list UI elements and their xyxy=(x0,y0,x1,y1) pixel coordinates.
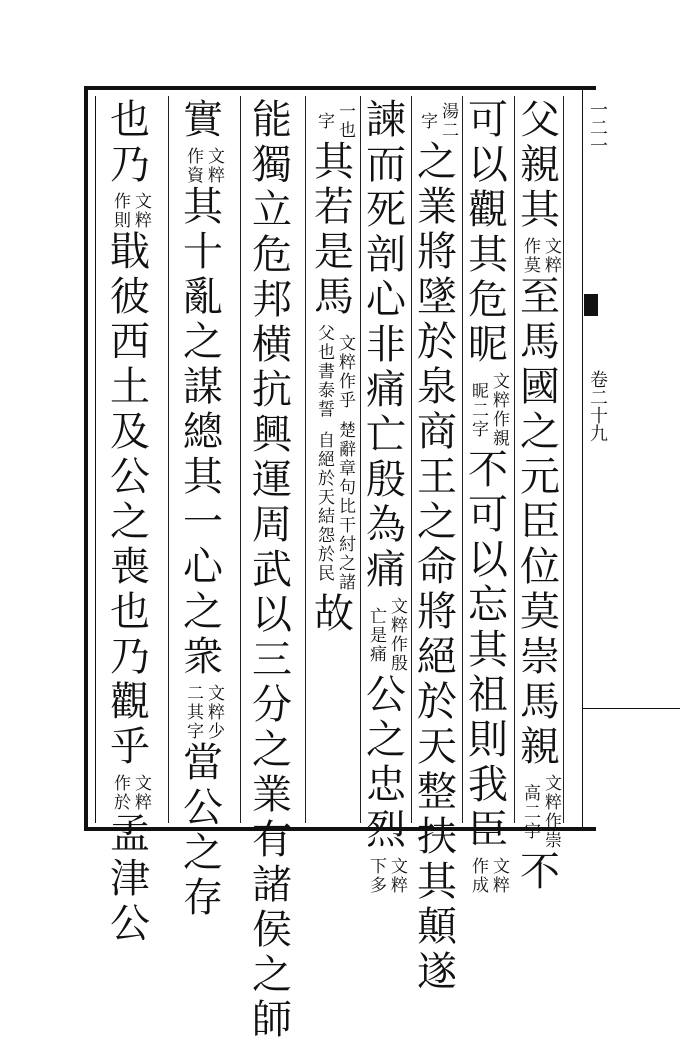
commentary-note xyxy=(515,237,565,275)
main-char: 非 xyxy=(366,322,406,368)
main-char: 謀 xyxy=(183,364,223,410)
note-right-line: 文粹 xyxy=(541,237,561,275)
main-char: 可 xyxy=(468,97,508,143)
main-char: 臣 xyxy=(520,499,560,545)
main-char: 故 xyxy=(314,591,354,637)
margin-top-text: 一二一 xyxy=(587,100,608,154)
note-left-line: 昵二字 xyxy=(468,381,488,439)
frame-left-border xyxy=(84,86,88,831)
main-char: 公 xyxy=(110,901,150,947)
commentary-note xyxy=(463,372,513,448)
main-char: 之 xyxy=(183,319,223,365)
main-char: 一 xyxy=(183,499,223,545)
main-char: 其 xyxy=(183,454,223,500)
main-char: 是 xyxy=(314,229,354,275)
main-char: 以 xyxy=(468,537,508,583)
main-char: 忠 xyxy=(366,762,406,808)
main-char: 臣 xyxy=(468,807,508,853)
note-left-line: 作則 xyxy=(110,192,130,230)
note-left-line: 下多 xyxy=(366,857,386,895)
main-char: 痛 xyxy=(366,367,406,413)
main-char: 公 xyxy=(366,672,406,718)
main-char: 侯 xyxy=(252,907,292,953)
main-char: 十 xyxy=(183,229,223,275)
main-char: 公 xyxy=(110,454,150,500)
note-right-line: 文粹少 xyxy=(204,684,224,741)
main-char: 莫 xyxy=(520,589,560,635)
main-char: 命 xyxy=(417,544,457,590)
main-char: 忘 xyxy=(468,582,508,628)
frame-inner-line xyxy=(95,96,96,823)
commentary-note xyxy=(361,597,411,673)
note-left-line: 作莫 xyxy=(520,237,540,275)
note-left-line: 作成 xyxy=(468,857,488,895)
main-char: 昵 xyxy=(468,322,508,368)
main-char: 於 xyxy=(417,319,457,365)
note-right-line: 文粹 xyxy=(387,857,407,895)
note-left-line: 字 xyxy=(314,111,334,131)
main-char: 亂 xyxy=(183,274,223,320)
commentary-note xyxy=(309,421,359,592)
commentary-note xyxy=(178,147,228,185)
main-char: 之 xyxy=(520,409,560,455)
margin-strip xyxy=(582,86,603,831)
note-right-line: 文粹作殷 xyxy=(387,597,407,673)
main-char: 墜 xyxy=(417,274,457,320)
main-char: 其 xyxy=(314,139,354,185)
main-char: 業 xyxy=(252,772,292,818)
main-char: 立 xyxy=(252,187,292,233)
note-right-line: 文粹 xyxy=(204,147,224,185)
main-char: 其 xyxy=(183,184,223,230)
main-char: 其 xyxy=(417,859,457,905)
commentary-note xyxy=(178,684,228,741)
main-char: 心 xyxy=(366,277,406,323)
main-char: 馬 xyxy=(520,319,560,365)
main-char: 為 xyxy=(366,502,406,548)
main-char: 不 xyxy=(520,849,560,895)
main-char: 若 xyxy=(314,184,354,230)
text-column xyxy=(515,97,565,897)
note-right-line: 文粹 xyxy=(489,857,509,895)
commentary-note xyxy=(309,324,359,419)
main-char: 危 xyxy=(468,277,508,323)
main-char: 於 xyxy=(417,679,457,725)
main-char: 抗 xyxy=(252,367,292,413)
main-char: 業 xyxy=(417,184,457,230)
note-left-line: 字 xyxy=(417,111,437,131)
main-char: 興 xyxy=(252,412,292,458)
main-char: 總 xyxy=(183,409,223,455)
main-char: 心 xyxy=(183,544,223,590)
main-char: 周 xyxy=(252,502,292,548)
note-right-line: 文粹作乎 xyxy=(335,333,355,410)
text-column xyxy=(463,97,513,897)
main-char: 顛 xyxy=(417,904,457,950)
note-right-line: 文粹作親 xyxy=(489,372,509,448)
main-char: 危 xyxy=(252,232,292,278)
commentary-note xyxy=(412,102,462,140)
main-char: 公 xyxy=(183,785,223,831)
main-char: 痛 xyxy=(366,547,406,593)
main-char: 元 xyxy=(520,454,560,500)
main-char: 也 xyxy=(110,97,150,143)
main-char: 喪 xyxy=(110,544,150,590)
main-char: 土 xyxy=(110,364,150,410)
main-char: 不 xyxy=(468,447,508,493)
text-column xyxy=(361,97,411,897)
main-char: 王 xyxy=(417,454,457,500)
commentary-note xyxy=(105,774,155,812)
text-column xyxy=(412,100,462,997)
main-char: 實 xyxy=(183,97,223,143)
text-column xyxy=(247,97,297,1045)
main-char: 乃 xyxy=(110,634,150,680)
margin-volume-text: 卷二十九 xyxy=(587,370,608,442)
note-left-line: 作資 xyxy=(183,147,203,185)
text-column xyxy=(178,97,228,923)
note-left-line: 父也書泰誓 xyxy=(314,324,334,419)
main-char: 存 xyxy=(183,875,223,921)
frame-top-border xyxy=(84,86,596,90)
main-char: 亡 xyxy=(366,412,406,458)
main-char: 扶 xyxy=(417,814,457,860)
main-char: 其 xyxy=(520,187,560,233)
commentary-note xyxy=(105,192,155,230)
main-char: 西 xyxy=(110,319,150,365)
main-char: 將 xyxy=(417,229,457,275)
main-char: 觀 xyxy=(110,679,150,725)
commentary-note xyxy=(309,102,359,140)
main-char: 將 xyxy=(417,589,457,635)
main-char: 則 xyxy=(468,717,508,763)
main-char: 之 xyxy=(366,717,406,763)
commentary-note xyxy=(515,774,565,850)
main-char: 之 xyxy=(417,499,457,545)
main-char: 師 xyxy=(252,997,292,1043)
main-char: 也 xyxy=(110,589,150,635)
main-char: 整 xyxy=(417,769,457,815)
main-char: 獨 xyxy=(252,142,292,188)
main-char: 乎 xyxy=(110,724,150,770)
main-char: 當 xyxy=(183,740,223,786)
note-right-line: 楚辭章句比干紂之諸 xyxy=(335,421,355,592)
main-char: 天 xyxy=(417,724,457,770)
main-char: 以 xyxy=(252,592,292,638)
main-char: 其 xyxy=(468,232,508,278)
main-char: 死 xyxy=(366,187,406,233)
main-char: 親 xyxy=(520,724,560,770)
main-char: 之 xyxy=(110,499,150,545)
margin-rule xyxy=(582,708,680,709)
main-char: 有 xyxy=(252,817,292,863)
fishtail-mark xyxy=(584,294,598,316)
main-char: 遂 xyxy=(417,949,457,995)
note-right-line: 文粹作崇 xyxy=(541,774,561,850)
main-char: 之 xyxy=(417,139,457,185)
main-char: 烈 xyxy=(366,807,406,853)
main-char: 戢 xyxy=(110,229,150,275)
main-char: 彼 xyxy=(110,274,150,320)
main-char: 衆 xyxy=(183,634,223,680)
column-divider xyxy=(168,96,169,823)
main-char: 孟 xyxy=(110,811,150,857)
main-char: 殷 xyxy=(366,457,406,503)
note-left-line: 高二字 xyxy=(520,783,540,841)
main-char: 之 xyxy=(183,830,223,876)
note-left-line: 作於 xyxy=(110,774,130,812)
main-char: 至 xyxy=(520,274,560,320)
main-char: 三 xyxy=(252,637,292,683)
commentary-note xyxy=(463,857,513,895)
main-char: 位 xyxy=(520,544,560,590)
main-char: 能 xyxy=(252,97,292,143)
main-char: 父 xyxy=(520,97,560,143)
main-char: 之 xyxy=(252,952,292,998)
note-left-line: 自絕於天結怨於民 xyxy=(314,430,334,583)
main-char: 親 xyxy=(520,142,560,188)
note-left-line: 二其字 xyxy=(183,684,203,741)
column-divider xyxy=(305,96,306,823)
note-left-line: 亡是痛 xyxy=(366,606,386,664)
main-char: 横 xyxy=(252,322,292,368)
main-char: 分 xyxy=(252,682,292,728)
main-char: 諫 xyxy=(366,97,406,143)
main-char: 泉 xyxy=(417,364,457,410)
main-char: 而 xyxy=(366,142,406,188)
main-char: 馬 xyxy=(520,679,560,725)
main-char: 乃 xyxy=(110,142,150,188)
main-char: 國 xyxy=(520,364,560,410)
main-char: 馬 xyxy=(314,274,354,320)
main-char: 崇 xyxy=(520,634,560,680)
note-right-line: 一也 xyxy=(335,102,355,140)
column-divider xyxy=(240,96,241,823)
main-char: 之 xyxy=(252,727,292,773)
main-char: 剖 xyxy=(366,232,406,278)
main-char: 及 xyxy=(110,409,150,455)
main-char: 津 xyxy=(110,856,150,902)
text-column xyxy=(105,97,155,949)
note-right-line: 湯二 xyxy=(438,102,458,140)
main-char: 武 xyxy=(252,547,292,593)
note-right-line: 文粹 xyxy=(131,192,151,230)
main-char: 商 xyxy=(417,409,457,455)
main-char: 諸 xyxy=(252,862,292,908)
main-char: 祖 xyxy=(468,672,508,718)
main-char: 我 xyxy=(468,762,508,808)
main-char: 邦 xyxy=(252,277,292,323)
main-char: 可 xyxy=(468,492,508,538)
main-char: 以 xyxy=(468,142,508,188)
text-column xyxy=(309,100,359,639)
main-char: 之 xyxy=(183,589,223,635)
main-char: 絕 xyxy=(417,634,457,680)
main-char: 其 xyxy=(468,627,508,673)
main-char: 觀 xyxy=(468,187,508,233)
note-right-line: 文粹 xyxy=(131,774,151,812)
commentary-note xyxy=(361,857,411,895)
main-char: 運 xyxy=(252,457,292,503)
